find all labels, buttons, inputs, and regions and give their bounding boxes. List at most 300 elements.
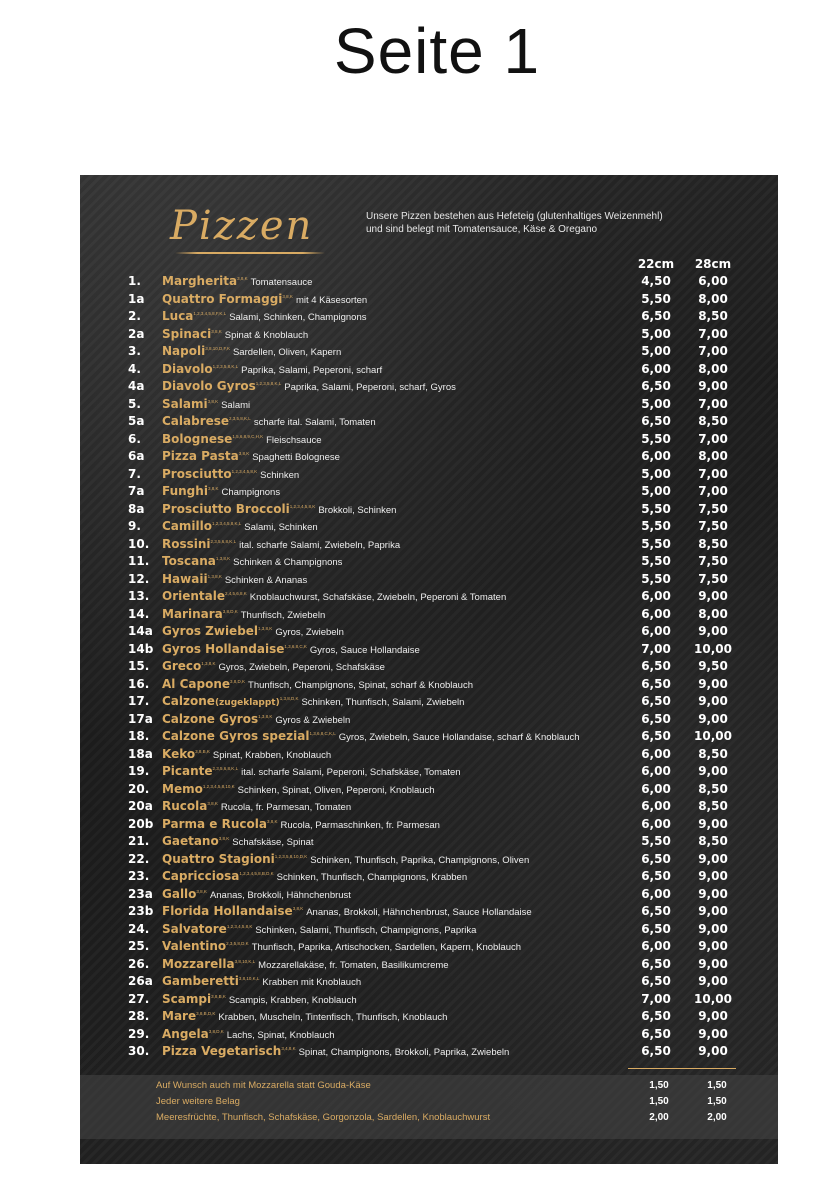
pizza-description: Lachs, Spinat, Knoblauch [226, 1029, 335, 1041]
pizza-row [80, 728, 778, 746]
pizza-description: Paprika, Salami, Peperoni, scharf, Gyros [284, 382, 456, 393]
pizza-number: 20a [128, 799, 153, 813]
additive-codes: 3,8,10,K,L [234, 958, 256, 964]
pizza-number: 8a [128, 501, 145, 516]
pizza-description: Spinat, Champignons, Brokkoli, Paprika, Zwiebeln [298, 1047, 510, 1058]
price-22cm: 5,50 [641, 501, 671, 516]
pizza-name [162, 834, 219, 848]
pizza-name-text: Salvatore [162, 921, 227, 936]
pizza-description: Rucola, Parmaschinken, fr. Parmesan [280, 819, 440, 831]
menu-intro [366, 210, 766, 236]
pizza-description: Spinat, Krabben, Knoblauch [212, 749, 332, 761]
pizza-description: Schafskäse, Spinat [232, 837, 314, 848]
pizza-description: Spaghetti Bolognese [252, 452, 340, 463]
pizza-row [80, 903, 778, 921]
pizza-description: Schinken & Champignons [233, 557, 343, 568]
additive-codes: 3,8,K [282, 293, 293, 299]
additive-codes: 1,3,6,8,C,K [284, 643, 307, 649]
pizza-number: 14b [128, 641, 154, 656]
price-22cm: 6,00 [641, 939, 671, 953]
price-28cm: 7,50 [698, 554, 728, 568]
pizza-description: Ananas, Brokkoli, Hähnchenbrust, Sauce Hollandaise [306, 907, 532, 918]
pizza-row [80, 1043, 778, 1061]
pizza-name [162, 537, 211, 551]
pizza-number: 1a [128, 291, 145, 306]
pizza-description: Scampis, Krabben, Knoblauch [228, 994, 357, 1006]
price-22cm: 6,50 [641, 729, 671, 743]
price-28cm: 8,50 [698, 414, 728, 428]
pizza-number: 17a [128, 711, 153, 726]
pizza-number: 29. [128, 1026, 150, 1041]
pizza-description: Schinken, Salami, Thunfisch, Champignons, Paprika [255, 924, 477, 936]
pizza-name [162, 274, 237, 288]
pizza-number: 27. [128, 991, 150, 1006]
pizza-row [80, 606, 778, 624]
price-22cm: 5,00 [641, 484, 671, 498]
pizza-number: 3. [128, 344, 141, 358]
price-28cm: 9,00 [698, 1026, 728, 1041]
pizza-line [162, 1043, 509, 1063]
pizza-name-text: Diavolo [162, 361, 213, 376]
price-28cm: 9,00 [698, 816, 728, 831]
pizza-row [80, 746, 778, 764]
pizza-name [162, 922, 227, 936]
extras-divider [628, 1068, 736, 1069]
price-28cm: 9,00 [698, 939, 728, 953]
pizza-number: 18. [128, 729, 150, 743]
pizza-row [80, 798, 778, 816]
price-28cm: 8,00 [698, 291, 728, 306]
pizza-name [162, 414, 229, 428]
price-22cm: 7,00 [641, 641, 671, 656]
pizza-description: Gyros, Zwiebeln, Sauce Hollandaise, scharf & Knoblauch [338, 732, 580, 743]
pizza-row [80, 378, 778, 396]
pizza-name [162, 344, 205, 358]
pizza-name-text: Greco [162, 659, 202, 673]
extra-row [80, 1094, 778, 1110]
price-22cm: 6,50 [641, 974, 671, 988]
pizza-number: 4a [128, 379, 145, 393]
pizza-row [80, 711, 778, 729]
price-22cm: 6,00 [641, 781, 671, 796]
pizza-description: Thunfisch, Zwiebeln [240, 609, 326, 621]
extra-label: Jeder weitere Belag [156, 1096, 240, 1107]
pizza-number: 14a [128, 624, 153, 638]
pizza-name-text: Rucola [162, 799, 208, 813]
price-22cm: 6,00 [641, 589, 671, 603]
pizza-name-text: Pizza Vegetarisch [162, 1044, 282, 1058]
pizza-name [162, 677, 230, 691]
price-22cm: 6,50 [641, 921, 671, 936]
pizza-row [80, 291, 778, 309]
price-28cm: 9,00 [698, 956, 728, 971]
pizza-name [162, 782, 203, 796]
additive-codes: 1,2,3,4,5,8,K [289, 503, 316, 509]
pizza-name-note: (zugeklappt) [214, 698, 280, 708]
pizza-row [80, 973, 778, 991]
additive-codes: 3,8,K [292, 906, 304, 911]
pizza-name-text: Rossini [162, 536, 211, 551]
additive-codes: 3,8,K [218, 836, 230, 841]
pizza-description: Schinken, Thunfisch, Paprika, Champignons, Oliven [310, 854, 530, 866]
title-flourish [175, 252, 325, 254]
pizza-name-text: Gaetano [162, 834, 219, 848]
pizza-description: Schinken, Spinat, Oliven, Peperoni, Knoblauch [237, 784, 435, 796]
pizza-name-text: Salami [162, 396, 208, 411]
price-28cm: 8,50 [698, 746, 728, 761]
pizza-name [162, 292, 282, 306]
price-22cm: 6,00 [641, 624, 671, 638]
additive-codes: 1,5,6,8,9,C,H,K [232, 433, 264, 439]
additive-codes: 1,3,8,K [215, 556, 231, 561]
pizza-number: 23a [128, 886, 153, 901]
pizza-number: 28. [128, 1009, 150, 1023]
price-22cm: 6,00 [641, 764, 671, 778]
pizza-description: Thunfisch, Champignons, Spinat, scharf & Knoblauch [248, 679, 473, 691]
pizza-name-text: Parma e Rucola [162, 816, 267, 831]
pizza-name [162, 659, 201, 673]
intro-line: und sind belegt mit Tomatensauce, Käse & Oregano [366, 224, 598, 235]
additive-codes: 1,2,3,5,8,K,L [255, 381, 282, 386]
price-22cm: 6,00 [641, 449, 671, 463]
pizza-name-text: Valentino [162, 939, 227, 953]
additive-codes: 1,2,3,5,8,K,L [212, 363, 239, 369]
price-28cm: 7,50 [698, 519, 728, 533]
pizza-row [80, 466, 778, 484]
pizza-row [80, 361, 778, 379]
pizza-name-text: Diavolo Gyros [162, 379, 256, 393]
price-22cm: 6,50 [641, 711, 671, 726]
pizza-name [162, 939, 226, 953]
pizza-name-text: Mare [162, 1009, 197, 1023]
pizza-row [80, 448, 778, 466]
price-22cm: 6,00 [641, 886, 671, 901]
pizza-description: Fleischsauce [266, 434, 322, 446]
additive-codes: 3,8,K [207, 486, 219, 491]
additive-codes: 1,3,8,K [201, 661, 216, 666]
price-28cm: 9,00 [698, 624, 728, 638]
pizza-description: Paprika, Salami, Peperoni, scharf [241, 364, 383, 376]
price-22cm: 6,50 [641, 904, 671, 918]
pizza-name-text: Scampi [162, 991, 212, 1006]
pizza-number: 6. [128, 431, 141, 446]
pizza-row [80, 553, 778, 571]
pizza-name-text: Camillo [162, 519, 212, 533]
pizza-name [162, 467, 232, 481]
additive-codes: 1,2,3,4,5,8,F,K,L [193, 311, 227, 316]
pizza-description: Sardellen, Oliven, Kapern [232, 347, 342, 358]
pizza-name [162, 572, 208, 586]
pizza-name-text: Marinara [162, 606, 223, 621]
pizza-row [80, 833, 778, 851]
pizza-description: Spinat & Knoblauch [224, 329, 309, 341]
pizza-number: 15. [128, 659, 150, 673]
additive-codes: 2,4,5,6,8,K [225, 591, 247, 596]
extra-label: Auf Wunsch auch mit Mozzarella statt Gouda-Käse [156, 1080, 371, 1091]
pizza-name-text: Gallo [162, 886, 197, 901]
pizza-number: 17. [128, 694, 150, 708]
pizza-row [80, 991, 778, 1009]
pizza-name [162, 992, 211, 1006]
pizza-number: 7. [128, 466, 141, 481]
price-28cm: 8,50 [698, 834, 728, 848]
price-28cm: 9,00 [698, 589, 728, 603]
additive-codes: 1,2,3,4,5,8,10,K [202, 783, 235, 789]
additive-codes: 2,3,5,8,K,L [229, 416, 251, 421]
pizza-row [80, 868, 778, 886]
pizza-row [80, 536, 778, 554]
pizza-name-text: Quattro Stagioni [162, 851, 275, 866]
pizza-name [162, 904, 293, 918]
price-22cm: 6,50 [641, 1026, 671, 1041]
price-28cm: 7,00 [698, 396, 728, 411]
pizza-name-text: Gamberetti [162, 974, 239, 988]
extra-price-28cm: 2,00 [707, 1112, 727, 1123]
pizza-row [80, 483, 778, 501]
price-28cm: 9,00 [698, 921, 728, 936]
price-28cm: 10,00 [694, 729, 732, 743]
pizza-name [162, 484, 208, 498]
additive-codes: 3,8,K [266, 818, 278, 824]
pizza-name [162, 1044, 281, 1058]
price-22cm: 6,50 [641, 694, 671, 708]
pizza-name [162, 887, 196, 901]
additive-codes: 3,8,D,K [222, 608, 238, 614]
pizza-name [162, 589, 225, 603]
pizza-list [80, 273, 778, 1061]
pizza-number: 20. [128, 781, 150, 796]
price-28cm: 9,00 [698, 869, 728, 883]
additive-codes: 3,8,B,K [195, 748, 210, 754]
additive-codes: 1,2,3,5,8,10,D,K [274, 853, 308, 859]
pizza-row [80, 693, 778, 711]
additive-codes: 1,3,8,K [207, 573, 222, 579]
pizza-number: 20b [128, 816, 154, 831]
pizza-name [162, 432, 232, 446]
pizza-row [80, 886, 778, 904]
price-22cm: 5,00 [641, 466, 671, 481]
additive-codes: 1,3,6,8,C,K,L [309, 731, 336, 736]
extra-row [80, 1110, 778, 1126]
price-28cm: 9,00 [698, 694, 728, 708]
pizza-name-text: Prosciutto [162, 466, 232, 481]
pizza-number: 30. [128, 1044, 150, 1058]
price-28cm: 7,00 [698, 431, 728, 446]
pizza-name [162, 729, 309, 743]
pizza-row [80, 816, 778, 834]
pizza-number: 1. [128, 274, 141, 288]
menu-title: Pizzen [170, 203, 314, 249]
pizza-name-text: Luca [162, 309, 194, 323]
pizza-number: 23b [128, 904, 154, 918]
pizza-row [80, 851, 778, 869]
pizza-number: 5a [128, 414, 145, 428]
pizza-row [80, 1026, 778, 1044]
price-28cm: 8,50 [698, 781, 728, 796]
price-28cm: 9,00 [698, 764, 728, 778]
price-22cm: 6,00 [641, 799, 671, 813]
pizza-number: 13. [128, 589, 150, 603]
pizza-description: Krabben, Muscheln, Tintenfisch, Thunfisch, Knoblauch [218, 1012, 448, 1023]
pizza-description: Schinken, Thunfisch, Salami, Zwiebeln [301, 697, 465, 708]
pizza-row [80, 781, 778, 799]
pizza-row [80, 273, 778, 291]
pizza-number: 7a [128, 484, 145, 498]
pizza-row [80, 658, 778, 676]
extra-price-22cm: 1,50 [649, 1080, 669, 1091]
additive-codes: 3,8,K [207, 398, 219, 404]
pizza-number: 14. [128, 606, 150, 621]
additive-codes: 2,3,5,6,8,K,L [212, 766, 239, 771]
price-22cm: 6,50 [641, 851, 671, 866]
pizza-description: Brokkoli, Schinken [318, 504, 397, 516]
price-28cm: 9,00 [698, 851, 728, 866]
pizza-number: 16. [128, 676, 150, 691]
price-22cm: 6,50 [641, 309, 671, 323]
pizza-number: 22. [128, 851, 150, 866]
pizza-number: 11. [128, 554, 150, 568]
extras-list [80, 1078, 778, 1126]
price-28cm: 8,50 [698, 799, 728, 813]
price-28cm: 9,00 [698, 1009, 728, 1023]
pizza-number: 25. [128, 939, 150, 953]
pizza-description: ital. scharfe Salami, Zwiebeln, Paprika [239, 539, 401, 551]
pizza-name-text: Toscana [162, 554, 216, 568]
pizza-name [162, 309, 193, 323]
pizza-row [80, 938, 778, 956]
page-heading: Seite 1 [333, 15, 541, 87]
pizza-name [162, 694, 280, 708]
pizza-number: 19. [128, 764, 150, 778]
price-22cm: 5,50 [641, 834, 671, 848]
pizza-name-text: Funghi [162, 484, 208, 498]
additive-codes: 2,3,5,6,8,K,L [210, 538, 237, 544]
additive-codes: 3,8,B,K [211, 993, 226, 999]
price-28cm: 7,00 [698, 326, 728, 341]
pizza-description: Tomatensauce [250, 277, 313, 288]
size-header-small: 22cm [637, 257, 675, 271]
price-28cm: 7,00 [698, 344, 728, 358]
extra-price-22cm: 2,00 [649, 1112, 669, 1123]
pizza-row [80, 413, 778, 431]
pizza-description: Mozzarellakäse, fr. Tomaten, Basilikumcreme [258, 959, 449, 971]
size-header-large: 28cm [694, 257, 732, 271]
price-28cm: 9,50 [698, 659, 728, 673]
price-22cm: 5,50 [641, 519, 671, 533]
pizza-name-text: Memo [162, 781, 203, 796]
additive-codes: 3,8,D,K [230, 678, 246, 684]
price-28cm: 9,00 [698, 904, 728, 918]
price-22cm: 5,50 [641, 571, 671, 586]
price-22cm: 6,00 [641, 361, 671, 376]
pizza-description: Gyros, Zwiebeln [275, 627, 344, 638]
pizza-row [80, 431, 778, 449]
pizza-name-text: Margherita [162, 274, 238, 288]
pizza-description: Krabben mit Knoblauch [262, 977, 362, 988]
pizza-name [162, 327, 211, 341]
extra-row [80, 1078, 778, 1094]
price-22cm: 7,00 [641, 991, 671, 1006]
pizza-name [162, 1027, 209, 1041]
pizza-name-text: Calzone [162, 694, 215, 708]
additive-codes: 1,3,8,D,K [279, 696, 299, 701]
pizza-row [80, 921, 778, 939]
pizza-number: 24. [128, 921, 150, 936]
price-22cm: 5,50 [641, 536, 671, 551]
pizza-description: ital. scharfe Salami, Peperoni, Schafskäse, Tomaten [241, 767, 461, 778]
pizza-name [162, 799, 207, 813]
additive-codes: 3,8,10,K,L [238, 976, 260, 981]
pizza-number: 9. [128, 519, 141, 533]
pizza-name-text: Quattro Formaggi [162, 291, 283, 306]
price-22cm: 5,50 [641, 554, 671, 568]
pizza-number: 26. [128, 956, 150, 971]
pizza-name-text: Orientale [162, 589, 225, 603]
pizza-menu-card [80, 175, 778, 1164]
price-28cm: 10,00 [694, 991, 732, 1006]
pizza-number: 21. [128, 834, 150, 848]
pizza-row [80, 308, 778, 326]
pizza-row [80, 676, 778, 694]
pizza-number: 5. [128, 396, 141, 411]
pizza-description: scharfe ital. Salami, Tomaten [253, 417, 376, 428]
additive-codes: 3,8,K [237, 276, 248, 281]
pizza-name [162, 817, 267, 831]
pizza-name [162, 747, 195, 761]
pizza-name-text: Spinaci [162, 326, 212, 341]
price-28cm: 7,00 [698, 466, 728, 481]
price-28cm: 8,50 [698, 309, 728, 323]
pizza-name [162, 712, 258, 726]
pizza-name [162, 554, 216, 568]
pizza-name [162, 974, 239, 988]
pizza-name-text: Mozzarella [162, 956, 235, 971]
pizza-name [162, 1009, 196, 1023]
pizza-name [162, 852, 275, 866]
pizza-row [80, 641, 778, 659]
pizza-name-text: Capricciosa [162, 869, 240, 883]
pizza-name [162, 362, 213, 376]
price-22cm: 6,50 [641, 869, 671, 883]
pizza-row [80, 501, 778, 519]
pizza-name-text: Gyros Zwiebel [162, 624, 259, 638]
pizza-row [80, 326, 778, 344]
pizza-name [162, 379, 256, 393]
price-22cm: 6,00 [641, 816, 671, 831]
additive-codes: 3,8,B,D,K [196, 1011, 216, 1016]
pizza-row [80, 518, 778, 536]
pizza-number: 6a [128, 449, 145, 463]
pizza-description: Gyros, Sauce Hollandaise [309, 644, 420, 656]
extra-price-22cm: 1,50 [649, 1096, 669, 1107]
pizza-number: 12. [128, 571, 150, 586]
pizza-name [162, 642, 284, 656]
pizza-row [80, 763, 778, 781]
pizza-name-text: Angela [162, 1026, 209, 1041]
price-28cm: 9,00 [698, 1044, 728, 1058]
pizza-row [80, 1008, 778, 1026]
pizza-description: Gyros & Zwiebeln [275, 714, 351, 726]
pizza-name-text: Bolognese [162, 431, 233, 446]
additive-codes: 3,8,D,K [208, 1028, 224, 1034]
price-22cm: 5,00 [641, 344, 671, 358]
pizza-name-text: Calzone Gyros spezial [162, 729, 310, 743]
price-28cm: 9,00 [698, 974, 728, 988]
additive-codes: 3,4,8,K [281, 1046, 296, 1051]
pizza-number: 4. [128, 361, 141, 376]
additive-codes: 1,2,3,4,5,8,K [226, 923, 253, 929]
pizza-row [80, 343, 778, 361]
